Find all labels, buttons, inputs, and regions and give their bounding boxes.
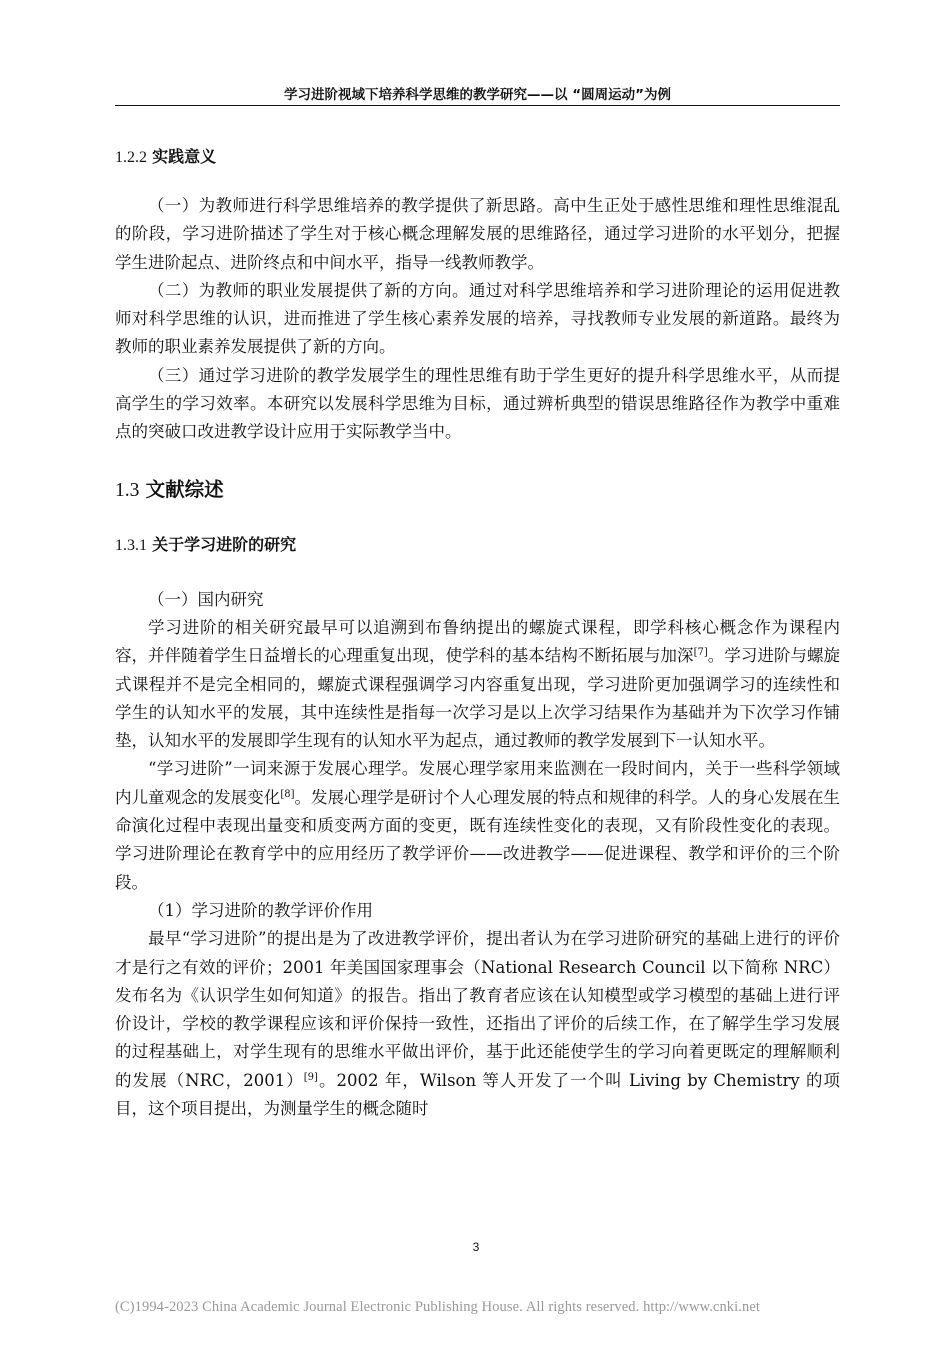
paragraph-significance-1: （一）为教师进行科学思维培养的教学提供了新思路。高中生正处于感性思维和理性思维混乱的阶段，学习进阶描述了学生对于核心概念理解发展的思维路径，通过学习进阶的水平划分，把握学生进阶起点、进阶终点和中间水平，指导一线教师教学。	[115, 196, 840, 272]
paragraph-literature-1	[115, 614, 840, 755]
header-rule	[115, 105, 840, 106]
citation-ref: [9]	[303, 1071, 318, 1083]
page-number: 3	[472, 1240, 480, 1254]
paragraph-text: 。学习进阶与螺旋式课程并不是完全相同的，螺旋式课程强调学习内容重复出现，学习进阶更加强调学习的连续性和学生的认知水平的发展，其中连续性是指每一次学习是以上次学习结果作为基础并为下次学习作铺垫，认知水平的发展即学生现有的认知水平为起点，通过教师的教学发展到下一认知水平。	[115, 646, 841, 751]
section-title: 实践意义	[152, 147, 217, 166]
section-number: 1.3.1	[115, 536, 147, 554]
citation-ref: [7]	[693, 647, 708, 659]
subheading-evaluation-role: （1）学习进阶的教学评价作用	[148, 900, 373, 920]
copyright-notice: (C)1994-2023 China Academic Journal Electronic Publishing House. All rights reserved. http://www.cnki.net	[115, 1299, 761, 1315]
section-number: 1.2.2	[115, 149, 147, 166]
paragraph-literature-2	[115, 755, 840, 896]
paragraph-significance-2: （二）为教师的职业发展提供了新的方向。通过对科学思维培养和学习进阶理论的运用促进教师对科学思维的认识，进而推进了学生核心素养发展的培养，寻找教师专业发展的新道路。最终为教师的职业素养发展提供了新的方向。	[115, 280, 840, 357]
paragraph-text: 学习进阶的相关研究最早可以追溯到布鲁纳提出的螺旋式课程，即学科核心概念作为课程内容，并伴随着学生日益增长的心理重复出现，使学科的基本结构不断拓展与加深	[115, 617, 840, 666]
section-heading-1-2-2	[115, 145, 840, 170]
section-title: 文献综述	[145, 477, 224, 501]
paragraph-text: 最早“学习进阶”的提出是为了改进教学评价，提出者认为在学习进阶研究的基础上进行的评价才是行之有效的评价；2001 年美国国家理事会（National Research Council 以下简称 NRC）发布名为《认识学生如何知道》的报告。指出了教育者应该在认知模型或学习模型的基础上进行评价设计，学校的教学课程应该和评价保持一致性，还指出了评价的后续工作，在了解学生学习发展的过程基础上，对学生现有的思维水平做出评价，基于此还能使学生的学习向着更既定的理解顺利的发展（NRC，2001）	[115, 929, 840, 1090]
paragraph-text: 。2002 年，Wilson 等人开发了一个叫 Living by Chemistry 的项目，这个项目提出，为测量学生的概念随时	[115, 1070, 840, 1119]
page-body	[115, 145, 840, 1123]
paragraph-text: “学习进阶”一词来源于发展心理学。发展心理学家用来监测在一段时间内，关于一些科学领域内儿童观念的发展变化	[115, 759, 840, 807]
subheading-domestic-research: （一）国内研究	[148, 589, 264, 609]
section-heading-1-3	[115, 475, 840, 506]
section-number: 1.3	[115, 479, 140, 501]
section-title: 关于学习进阶的研究	[152, 534, 297, 554]
running-header: 学习进阶视域下培养科学思维的教学研究——以 “圆周运动”为例	[284, 87, 671, 103]
paragraph-text: 。发展心理学是研讨个人心理发展的特点和规律的科学。人的身心发展在生命演化过程中表现出量变和质变两方面的变更，既有连续性变化的表现，又有阶段性变化的表现。学习进阶理论在教育学中的应用经历了教学评价——改进教学——促进课程、教学和评价的三个阶段。	[115, 787, 841, 892]
section-heading-1-3-1	[115, 533, 840, 558]
citation-ref: [8]	[280, 788, 295, 800]
paragraph-literature-3	[115, 925, 840, 1123]
paragraph-significance-3: （三）通过学习进阶的教学发展学生的理性思维有助于学生更好的提升科学思维水平，从而提高学生的学习效率。本研究以发展科学思维为目标，通过辨析典型的错误思维路径作为教学中重难点的突破口改进教学设计应用于实际教学当中。	[115, 365, 840, 442]
